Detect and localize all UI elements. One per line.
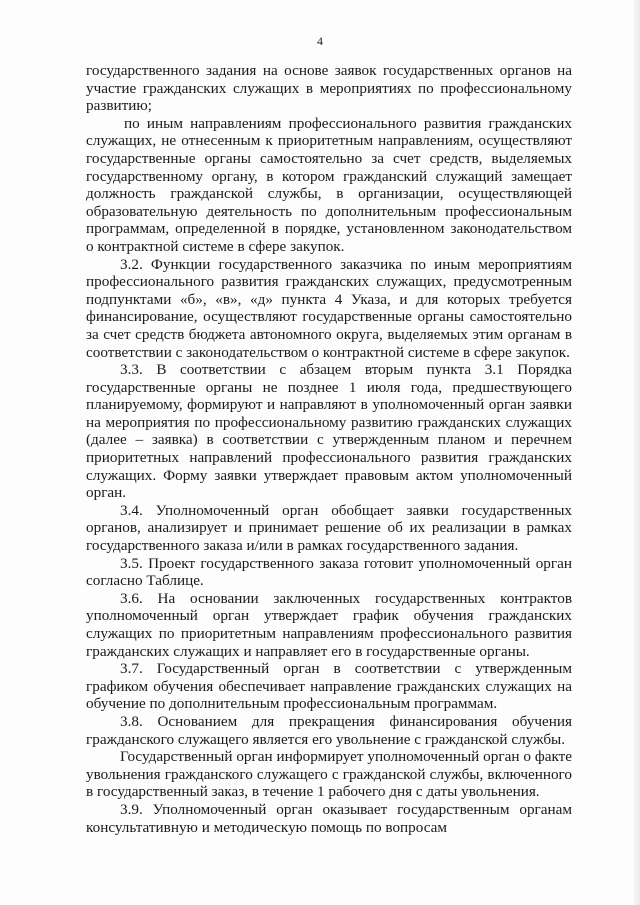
paragraph-3-3: 3.3. В соответствии с абзацем вторым пункта 3.1 Порядка государственные органы не позднее 1 июля года, предшествующего планируемому, формируют и направляют в уполномоченный орган заявки на мероприятия по профессиональному развитию гражданских служащих (далее – заявка) в соответствии с утвержденным планом и перечнем приоритетных направлений профессионального развития гражданских служащих. Форму заявки утверждает правовым актом уполномоченный орган.	[86, 361, 572, 502]
scan-edge-shadow	[634, 0, 640, 905]
paragraph-continuation: государственного задания на основе заявок государственных органов на участие гражданских служащих в мероприятиях по профессиональному развитию;	[86, 62, 572, 115]
paragraph-3-8-notification: Государственный орган информирует уполномоченный орган о факте увольнения гражданского служащего с гражданской службы, включенного в государственный заказ, в течение 1 рабочего дня с даты увольнения.	[86, 748, 572, 801]
paragraph-3-7: 3.7. Государственный орган в соответствии с утвержденным графиком обучения обеспечивает направление гражданских служащих на обучение по дополнительным профессиональным программам.	[86, 660, 572, 713]
paragraph-3-6: 3.6. На основании заключенных государственных контрактов уполномоченный орган утверждает график обучения гражданских служащих по приоритетным направлениям профессионального развития гражданских служащих и направляет его в государственные органы.	[86, 589, 572, 660]
paragraph-other-directions: по иным направлениям профессионального развития гражданских служащих, не отнесенным к приоритетным направлениям, осуществляют государственные органы самостоятельно за счет средств, выделяемых государственному органу, в котором гражданский служащий замещает должность гражданской службы, в организации, осуществляющей образовательную деятельность по дополнительным профессиональным программам, определенной в порядке, установленном законодательством о контрактной системе в сфере закупок.	[86, 114, 572, 255]
paragraph-3-4: 3.4. Уполномоченный орган обобщает заявки государственных органов, анализирует и принимает решение об их реализации в рамках государственного заказа и/или в рамках государственного задания.	[86, 501, 572, 555]
document-body	[86, 62, 572, 836]
paragraph-3-9: 3.9. Уполномоченный орган оказывает государственным органам консультативную и методическую помощь по вопросам	[86, 800, 572, 836]
paragraph-3-2: 3.2. Функции государственного заказчика по иным мероприятиям профессионального развития гражданских служащих, предусмотренным подпунктами «б», «в», «д» пункта 4 Указа, и для которых требуется финансирование, осуществляют государственные органы самостоятельно за счет средств бюджета автономного округа, выделяемых этим органам в соответствии с законодательством о контрактной системе в сфере закупок.	[86, 255, 572, 361]
page-number: 4	[317, 34, 323, 48]
paragraph-3-8: 3.8. Основанием для прекращения финансирования обучения гражданского служащего является его увольнение с гражданской службы.	[86, 712, 572, 748]
paragraph-3-5: 3.5. Проект государственного заказа готовит уполномоченный орган согласно Таблице.	[86, 554, 572, 590]
